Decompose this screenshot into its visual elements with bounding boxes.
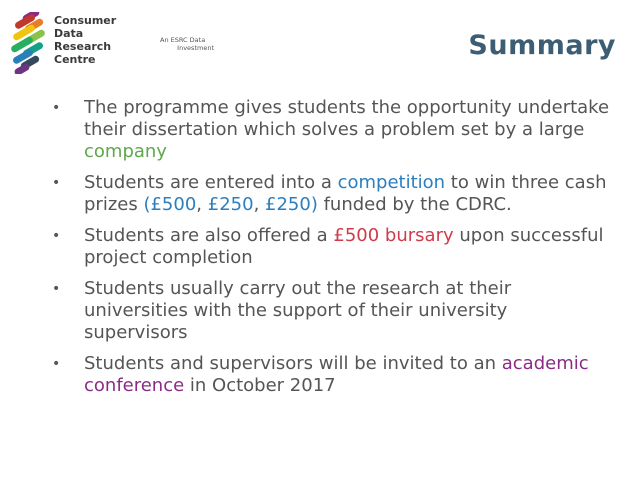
bullet-text xyxy=(84,97,609,162)
bullet-segment: The programme gives students the opportunity undertake their dissertation which solves a problem set by a large xyxy=(84,97,610,140)
bullet-text xyxy=(84,278,511,343)
bullet-segment: Students usually carry out the research at their universities with the support of their university supervisors xyxy=(84,278,512,343)
bullet-item xyxy=(52,278,612,344)
highlight-bursary: £500 bursary xyxy=(333,225,454,246)
esrc-line2: Investment xyxy=(177,44,214,52)
highlight-company: company xyxy=(84,141,167,162)
highlight-prize-2: £250 xyxy=(207,194,254,215)
esrc-badge xyxy=(160,36,216,52)
bullet-dot: • xyxy=(52,175,61,191)
bullet-item xyxy=(52,97,612,163)
logo-text: Consumer Data Research Centre xyxy=(54,14,117,66)
bullet-item xyxy=(52,225,612,269)
bullet-segment: , xyxy=(196,194,208,215)
esrc-line1: An ESRC Data xyxy=(160,36,206,44)
bullet-item xyxy=(52,353,612,397)
page-title: Summary xyxy=(468,30,616,61)
bullet-dot: • xyxy=(52,281,61,297)
cdrc-logo xyxy=(8,12,158,78)
bullet-segment: Students are also offered a xyxy=(84,225,334,246)
bullet-text xyxy=(84,225,604,268)
highlight-prize-1: (£500 xyxy=(143,194,197,215)
bullet-segment: Students and supervisors will be invited to an xyxy=(84,353,502,374)
bullet-dot: • xyxy=(52,356,61,372)
bullet-segment: to win three cash prizes xyxy=(84,172,607,215)
bullet-text xyxy=(84,353,589,396)
bullet-text xyxy=(84,172,607,215)
bullet-segment: funded by the CDRC. xyxy=(317,194,512,215)
highlight-prize-3: £250) xyxy=(265,194,318,215)
bullet-segment: , xyxy=(253,194,266,215)
bullet-segment: upon successful project completion xyxy=(84,225,604,268)
highlight-competition: competition xyxy=(337,172,446,193)
highlight-conference: academic conference xyxy=(84,353,589,396)
bullet-dot: • xyxy=(52,228,61,244)
bullet-segment: Students are entered into a xyxy=(84,172,338,193)
cdrc-logo-icon xyxy=(8,12,50,74)
bullet-segment: in October 2017 xyxy=(184,375,336,396)
bullet-item xyxy=(52,172,612,216)
bullet-dot: • xyxy=(52,100,61,116)
bullet-list xyxy=(52,97,612,406)
